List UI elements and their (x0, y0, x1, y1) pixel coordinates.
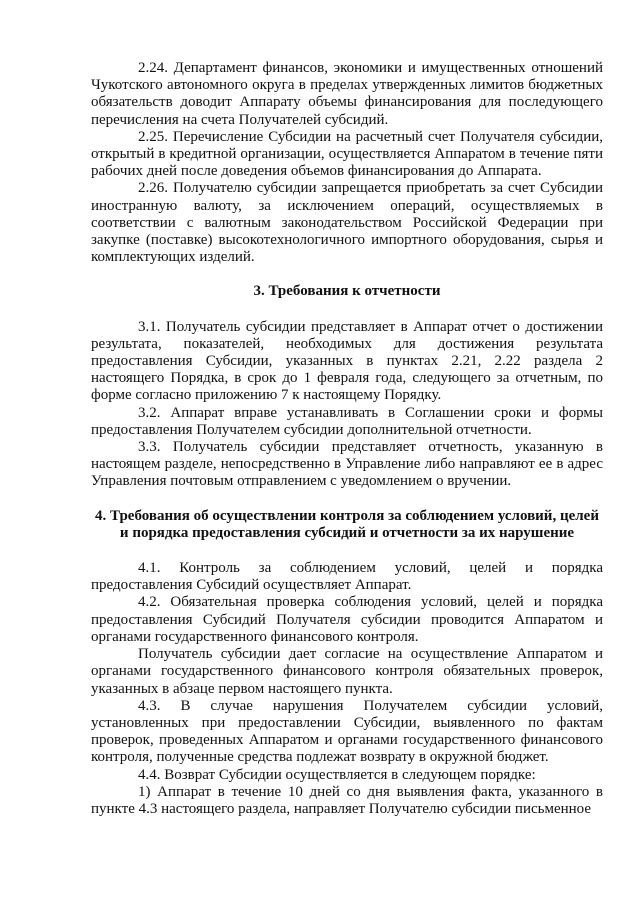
paragraph-4-3: 4.3. В случае нарушения Получателем субсидии условий, установленных при предоставлении Субсидии, выявленного по фактам проверок, проведенных Аппаратом и органами государственного финансового контроля, полученные средства подлежат возврату в окружной бюджет. (91, 697, 603, 766)
paragraph-4-2: 4.2. Обязательная проверка соблюдения условий, целей и порядка предоставления Субсидий Получателя субсидии проводится Аппаратом и органами государственного финансового контроля. (91, 594, 603, 645)
paragraph-3-3: 3.3. Получатель субсидии представляет отчетность, указанную в настоящем разделе, непосредственно в Управление либо направляют ее в адрес Управления почтовым отправлением с уведомлением о вручении. (91, 439, 603, 490)
paragraph-2-25: 2.25. Перечисление Субсидии на расчетный счет Получателя субсидии, открытый в кредитной организации, осуществляется Аппаратом в течение пяти рабочих дней после доведения объемов финансирования до Аппарата. (91, 128, 603, 180)
paragraph-4-1: 4.1. Контроль за соблюдением условий, целей и порядка предоставления Субсидий осуществляет Аппарат. (91, 560, 603, 594)
section-3-heading: 3. Требования к отчетности (253, 283, 441, 300)
paragraph-3-1: 3.1. Получатель субсидии представляет в Аппарат отчет о достижении результата, показателей, необходимых для достижения результата предоставления Субсидии, указанных в пунктах 2.21, 2.22 раздела 2 настоящего Порядка, в срок до 1 февраля года, следующего за отчетным, по форме согласно приложению 7 к настоящему Порядку. (91, 318, 603, 404)
paragraph-4-2-consent: Получатель субсидии дает согласие на осуществление Аппаратом и органами государственного финансового контроля обязательных проверок, указанных в абзаце первом настоящего пункта. (91, 646, 603, 697)
section-4-heading: 4. Требования об осуществлении контроля за соблюдением условий, целей и порядка предоставления субсидий и отчетности за их нарушение (95, 507, 599, 541)
paragraph-4-4: 4.4. Возврат Субсидии осуществляется в следующем порядке: (138, 766, 536, 783)
paragraph-2-24: 2.24. Департамент финансов, экономики и имущественных отношений Чукотского автономного округа в пределах утвержденных лимитов бюджетных обязательств доводит Аппарату объемы финансирования для последующего перечисления на счета Получателей субсидий. (91, 60, 603, 128)
paragraph-3-2: 3.2. Аппарат вправе устанавливать в Соглашении сроки и формы предоставления Получателем субсидии дополнительной отчетности. (91, 404, 603, 438)
paragraph-4-4-item-1: 1) Аппарат в течение 10 дней со дня выявления факта, указанного в пункте 4.3 настоящего раздела, направляет Получателю субсидии письменное (91, 783, 603, 817)
document-body (91, 60, 603, 818)
paragraph-2-26: 2.26. Получателю субсидии запрещается приобретать за счет Субсидии иностранную валюту, за исключением операций, осуществляемых в соответствии с валютным законодательством Российской Федерации при закупке (поставке) высокотехнологичного импортного оборудования, сырья и комплектующих изделий. (91, 180, 603, 266)
